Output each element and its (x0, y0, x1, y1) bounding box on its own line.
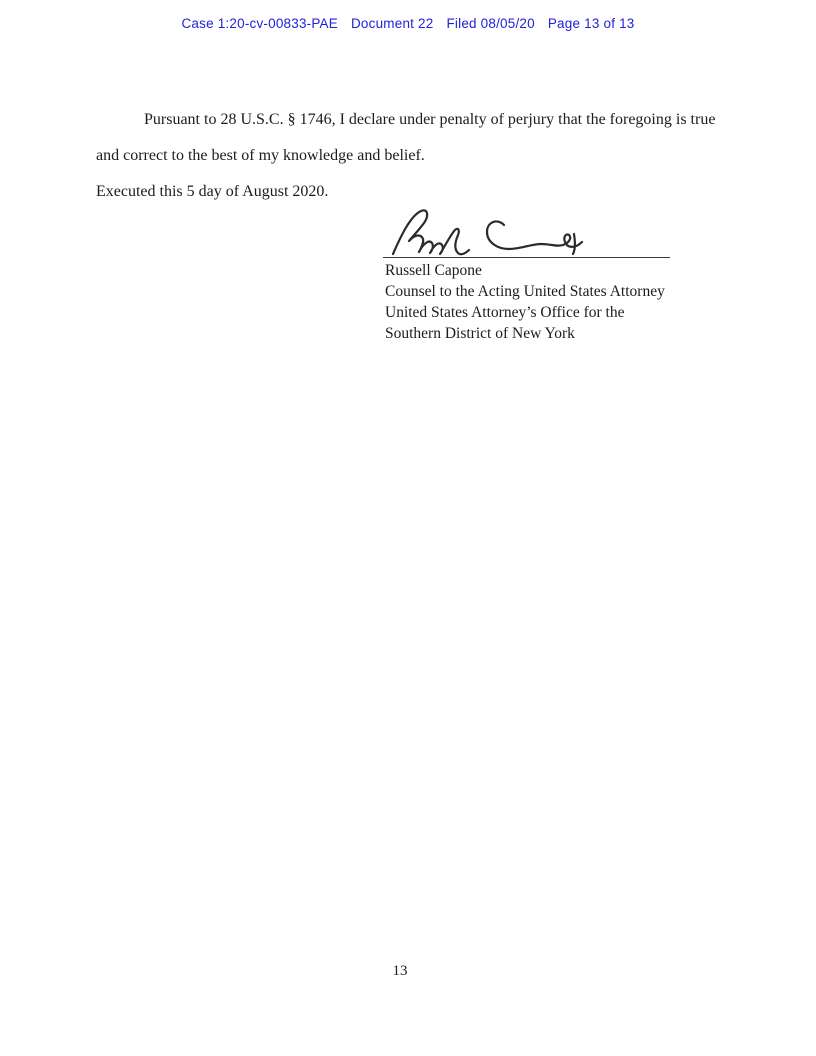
stamp-page-count: Page 13 of 13 (547, 16, 635, 31)
signature-line (383, 241, 670, 258)
ecf-case-stamp (0, 16, 816, 31)
signature-block (385, 260, 665, 344)
stamp-document-number: Document 22 (350, 16, 434, 31)
page-number: 13 (392, 963, 408, 979)
signatory-office-line1: United States Attorney’s Office for the (385, 304, 625, 321)
stamp-case-number: Case 1:20-cv-00833-PAE (181, 16, 338, 31)
execution-date-line: Executed this 5 day of August 2020. (96, 183, 329, 200)
stamp-filed-date: Filed 08/05/20 (446, 16, 535, 31)
signatory-title: Counsel to the Acting United States Attorney (385, 283, 665, 300)
signatory-office-line2: Southern District of New York (385, 325, 575, 342)
signatory-name: Russell Capone (385, 262, 482, 279)
declaration-paragraph: Pursuant to 28 U.S.C. § 1746, I declare under penalty of perjury that the foregoing is true and correct to the best of my knowledge and belief. (96, 111, 716, 164)
